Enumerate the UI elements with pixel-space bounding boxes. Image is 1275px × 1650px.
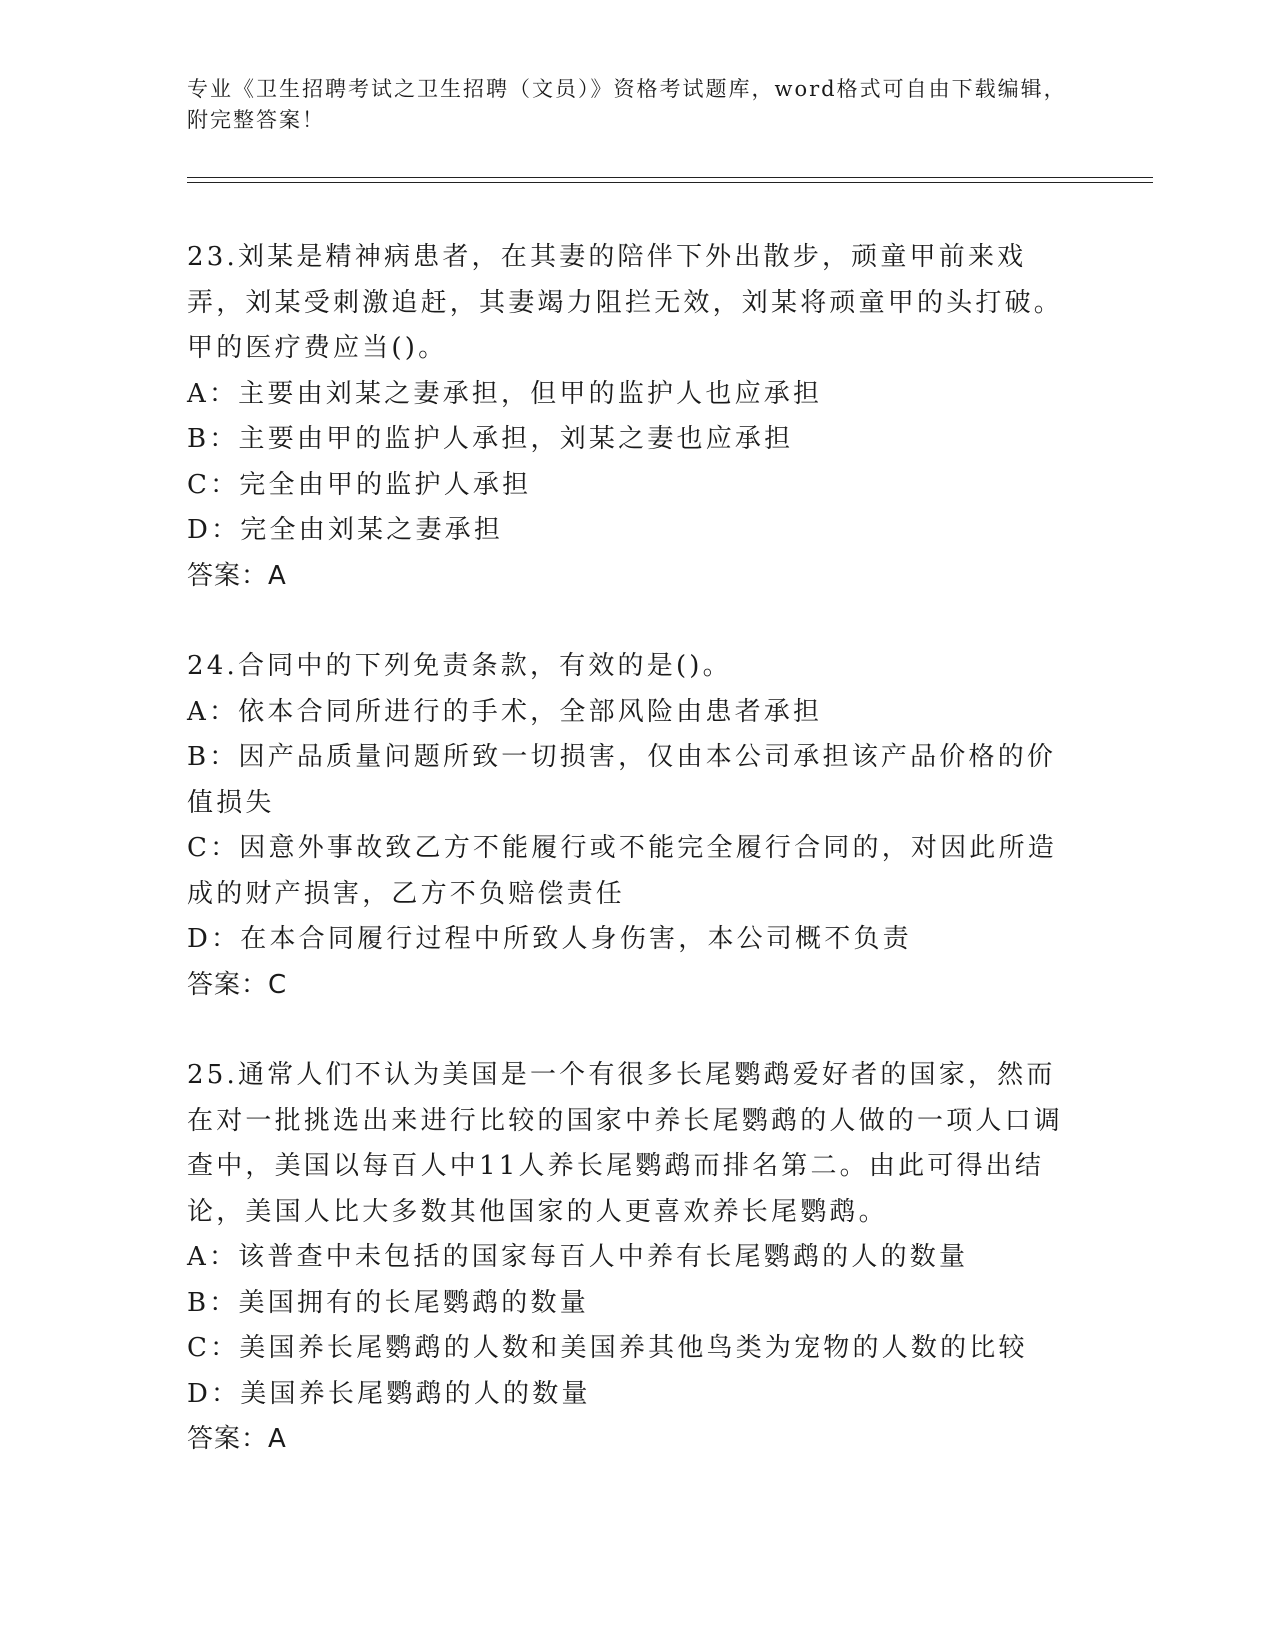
option-b: B：主要由甲的监护人承担，刘某之妻也应承担 — [187, 424, 794, 454]
question-text: 25.通常人们不认为美国是一个有很多长尾鹦鹉爱好者的国家，然而在对一批挑选出来进行比较的国家中养长尾鹦鹉的人做的一项人口调查中，美国以每百人中11人养长尾鹦鹉而排名第二。由此可得出结论，美国人比大多数其他国家的人更喜欢养长尾鹦鹉。 — [187, 1060, 1064, 1227]
option-c: C：完全由甲的监护人承担 — [187, 469, 532, 500]
option-b: B：因产品质量问题所致一切损害，仅由本公司承担该产品价格的价值损失 — [187, 742, 1057, 818]
option-b: B：美国拥有的长尾鹦鹉的数量 — [187, 1287, 589, 1318]
answer-label: 答案：C — [187, 969, 288, 1000]
question-list — [187, 235, 1077, 1508]
option-c: C：因意外事故致乙方不能履行或不能完全履行合同的，对因此所造成的财产损害，乙方不负赔偿责任 — [187, 833, 1057, 909]
question-text: 23.刘某是精神病患者，在其妻的陪伴下外出散步，顽童甲前来戏弄，刘某受刺激追赶，其妻竭力阻拦无效，刘某将顽童甲的头打破。甲的医疗费应当()。 — [187, 242, 1064, 363]
answer-label: 答案：A — [187, 1424, 287, 1454]
header-divider-top — [187, 177, 1153, 178]
option-d: D：在本合同履行过程中所致人身伤害，本公司概不负责 — [187, 924, 912, 954]
option-a: A：依本合同所进行的手术，全部风险由患者承担 — [187, 696, 823, 727]
option-c: C：美国养长尾鹦鹉的人数和美国养其他鸟类为宠物的人数的比较 — [187, 1333, 1028, 1363]
question-24 — [187, 644, 1077, 1008]
answer-label: 答案：A — [187, 560, 287, 591]
document-header: 专业《卫生招聘考试之卫生招聘（文员）》资格考试题库，word格式可自由下载编辑，附完整答案！ — [187, 77, 1067, 132]
question-text: 24.合同中的下列免责条款，有效的是()。 — [187, 651, 732, 681]
option-d: D：美国养长尾鹦鹉的人的数量 — [187, 1378, 591, 1409]
option-a: A：主要由刘某之妻承担，但甲的监护人也应承担 — [187, 378, 823, 409]
option-a: A：该普查中未包括的国家每百人中养有长尾鹦鹉的人的数量 — [187, 1242, 969, 1272]
question-23 — [187, 235, 1077, 599]
question-25 — [187, 1053, 1077, 1463]
header-divider-bottom — [187, 182, 1153, 183]
option-d: D：完全由刘某之妻承担 — [187, 515, 504, 545]
